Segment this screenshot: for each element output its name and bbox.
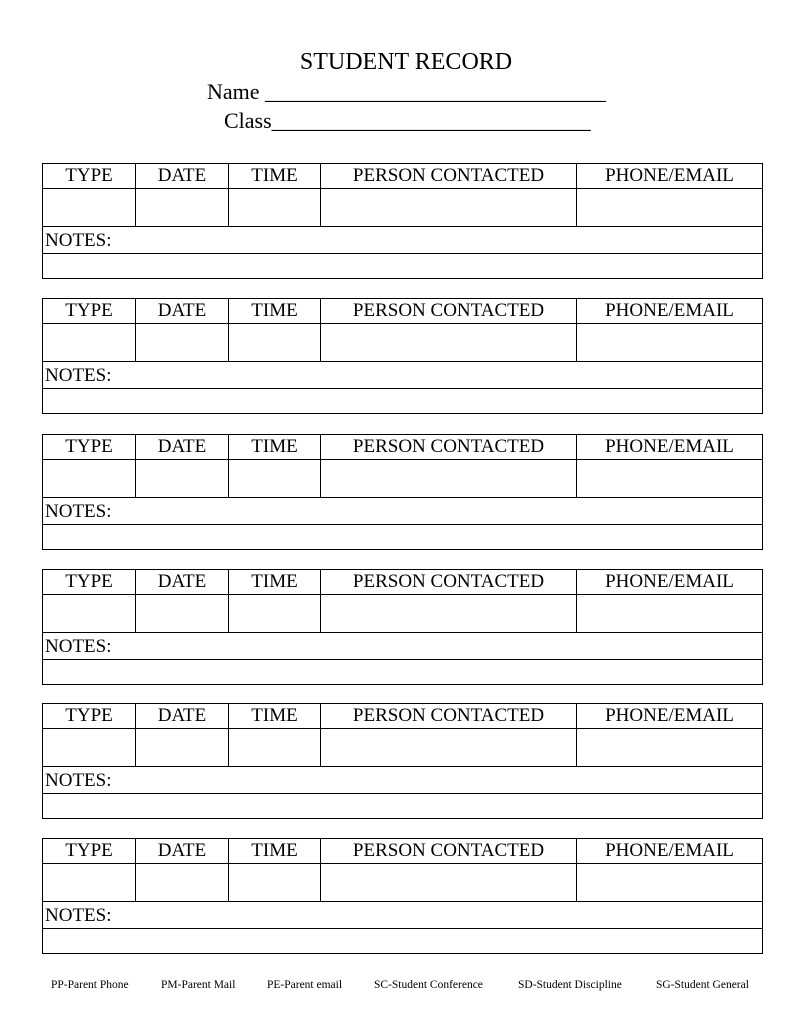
contact-record-4	[42, 569, 763, 685]
type-column-header: TYPE	[43, 299, 136, 323]
phone-email-entry-cell[interactable]	[577, 729, 762, 766]
time-entry-cell[interactable]	[229, 729, 321, 766]
notes-label-row	[43, 498, 762, 525]
person-contacted-entry-cell[interactable]	[321, 729, 577, 766]
contact-record-5	[42, 703, 763, 819]
notes-label: NOTES:	[45, 770, 112, 791]
record-header-row	[43, 299, 762, 324]
time-column-header: TIME	[229, 299, 321, 323]
type-column-header: TYPE	[43, 570, 136, 594]
phone-email-entry-cell[interactable]	[577, 189, 762, 226]
phone-email-entry-cell[interactable]	[577, 324, 762, 361]
phone-email-column-header: PHONE/EMAIL	[605, 571, 734, 592]
date-entry-cell[interactable]	[136, 729, 229, 766]
type-column-header: TYPE	[43, 435, 136, 459]
notes-label-row	[43, 902, 762, 929]
time-entry-cell[interactable]	[229, 189, 321, 226]
time-entry-cell[interactable]	[229, 324, 321, 361]
legend-item-sd: SD-Student Discipline	[518, 979, 622, 991]
person-contacted-entry-cell[interactable]	[321, 864, 577, 901]
time-column-header: TIME	[229, 839, 321, 863]
time-column-header: TIME	[229, 570, 321, 594]
notes-label: NOTES:	[45, 636, 112, 657]
person-contacted-entry-cell[interactable]	[321, 189, 577, 226]
notes-label-row	[43, 633, 762, 660]
date-entry-cell[interactable]	[136, 189, 229, 226]
date-column-header: DATE	[136, 704, 229, 728]
type-entry-cell[interactable]	[43, 729, 136, 766]
person-contacted-column-header: PERSON CONTACTED	[321, 839, 577, 863]
notes-entry-row[interactable]	[43, 525, 762, 549]
legend-item-sg: SG-Student General	[656, 979, 749, 991]
time-column-header: TIME	[229, 704, 321, 728]
person-contacted-column-header: PERSON CONTACTED	[321, 704, 577, 728]
type-column-header: TYPE	[43, 164, 136, 188]
type-column-header: TYPE	[43, 704, 136, 728]
student-class-field[interactable]: Class_____________________________	[224, 108, 591, 133]
notes-label: NOTES:	[45, 905, 112, 926]
time-entry-cell[interactable]	[229, 595, 321, 632]
time-entry-cell[interactable]	[229, 460, 321, 497]
phone-email-entry-cell[interactable]	[577, 595, 762, 632]
date-entry-cell[interactable]	[136, 595, 229, 632]
time-column-header: TIME	[229, 164, 321, 188]
type-code-legend	[0, 977, 791, 995]
record-entry-row	[43, 324, 762, 362]
record-entry-row	[43, 189, 762, 227]
date-column-header: DATE	[136, 435, 229, 459]
legend-item-pm: PM-Parent Mail	[161, 979, 236, 991]
type-entry-cell[interactable]	[43, 595, 136, 632]
legend-item-sc: SC-Student Conference	[374, 979, 483, 991]
legend-item-pe: PE-Parent email	[267, 979, 343, 991]
person-contacted-column-header: PERSON CONTACTED	[321, 570, 577, 594]
record-entry-row	[43, 864, 762, 902]
person-contacted-entry-cell[interactable]	[321, 460, 577, 497]
type-entry-cell[interactable]	[43, 324, 136, 361]
phone-email-column-header: PHONE/EMAIL	[605, 840, 734, 861]
notes-entry-row[interactable]	[43, 794, 762, 818]
date-column-header: DATE	[136, 299, 229, 323]
time-column-header: TIME	[229, 435, 321, 459]
type-entry-cell[interactable]	[43, 864, 136, 901]
notes-entry-row[interactable]	[43, 254, 762, 278]
contact-record-3	[42, 434, 763, 550]
person-contacted-entry-cell[interactable]	[321, 595, 577, 632]
notes-label: NOTES:	[45, 501, 112, 522]
date-entry-cell[interactable]	[136, 324, 229, 361]
person-contacted-entry-cell[interactable]	[321, 324, 577, 361]
type-entry-cell[interactable]	[43, 460, 136, 497]
type-entry-cell[interactable]	[43, 189, 136, 226]
record-header-row	[43, 839, 762, 864]
date-entry-cell[interactable]	[136, 864, 229, 901]
date-column-header: DATE	[136, 839, 229, 863]
page-title: STUDENT RECORD	[299, 49, 513, 75]
notes-label: NOTES:	[45, 365, 112, 386]
record-entry-row	[43, 729, 762, 767]
record-entry-row	[43, 460, 762, 498]
contact-record-2	[42, 298, 763, 414]
record-header-row	[43, 435, 762, 460]
phone-email-column-header: PHONE/EMAIL	[605, 705, 734, 726]
phone-email-column-header: PHONE/EMAIL	[605, 165, 734, 186]
notes-entry-row[interactable]	[43, 389, 762, 413]
date-column-header: DATE	[136, 570, 229, 594]
type-column-header: TYPE	[43, 839, 136, 863]
date-entry-cell[interactable]	[136, 460, 229, 497]
notes-label-row	[43, 362, 762, 389]
notes-label-row	[43, 767, 762, 794]
legend-item-pp: PP-Parent Phone	[51, 979, 129, 991]
date-column-header: DATE	[136, 164, 229, 188]
record-header-row	[43, 164, 762, 189]
phone-email-column-header: PHONE/EMAIL	[605, 300, 734, 321]
notes-label: NOTES:	[45, 230, 112, 251]
notes-label-row	[43, 227, 762, 254]
notes-entry-row[interactable]	[43, 660, 762, 684]
phone-email-entry-cell[interactable]	[577, 864, 762, 901]
contact-record-6	[42, 838, 763, 954]
person-contacted-column-header: PERSON CONTACTED	[321, 164, 577, 188]
person-contacted-column-header: PERSON CONTACTED	[321, 435, 577, 459]
contact-record-1	[42, 163, 763, 279]
time-entry-cell[interactable]	[229, 864, 321, 901]
notes-entry-row[interactable]	[43, 929, 762, 953]
record-header-row	[43, 570, 762, 595]
phone-email-entry-cell[interactable]	[577, 460, 762, 497]
record-entry-row	[43, 595, 762, 633]
person-contacted-column-header: PERSON CONTACTED	[321, 299, 577, 323]
phone-email-column-header: PHONE/EMAIL	[605, 436, 734, 457]
student-name-field[interactable]: Name _______________________________	[207, 79, 607, 104]
record-header-row	[43, 704, 762, 729]
